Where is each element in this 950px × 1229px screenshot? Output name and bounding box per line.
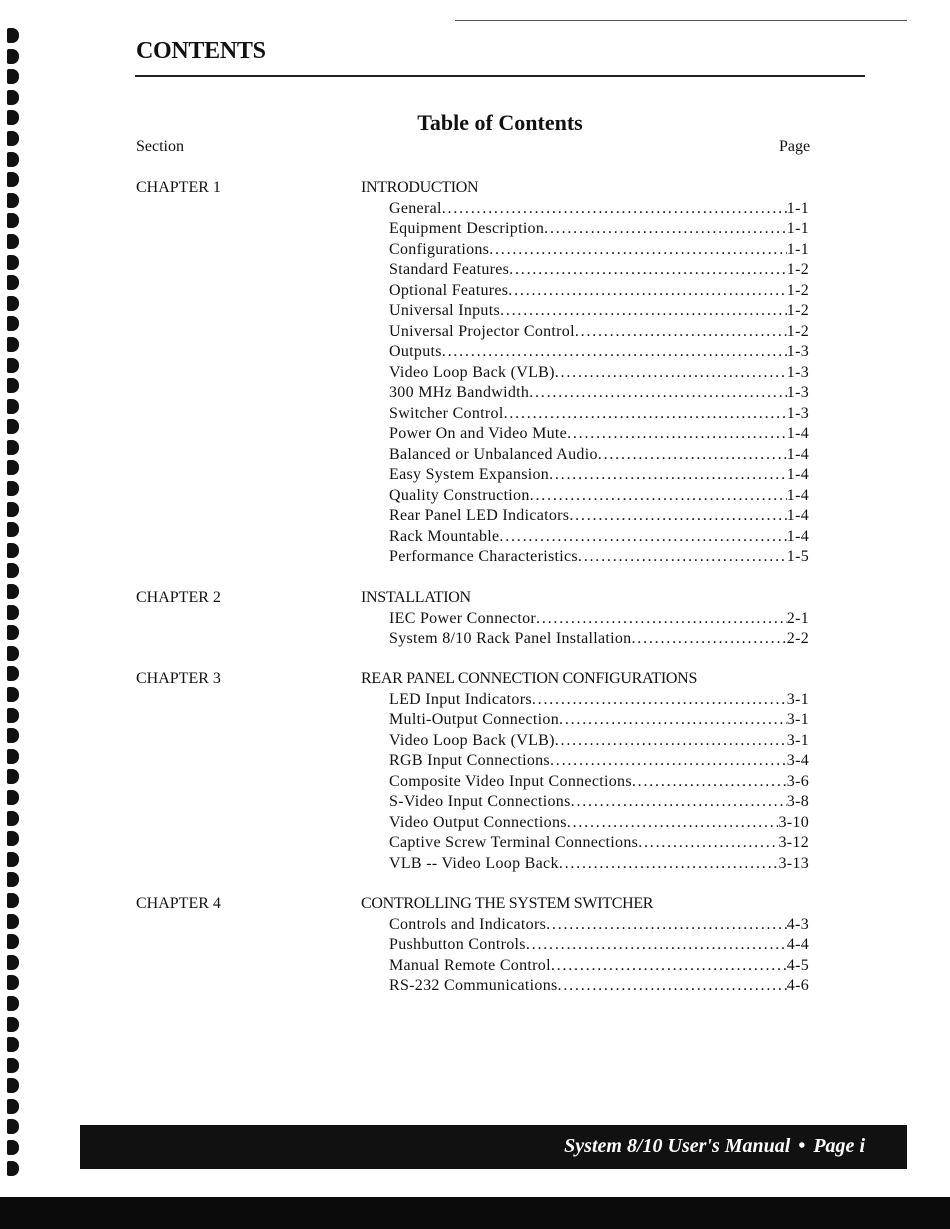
dot-leader [504, 405, 787, 423]
toc-entry-page: 1-2 [786, 322, 809, 340]
toc-entry-page: 1-1 [786, 240, 809, 258]
binder-hole [7, 893, 19, 908]
toc-entry-title: Balanced or Unbalanced Audio [389, 445, 598, 463]
toc-entry-title: Video Loop Back (VLB) [389, 731, 555, 749]
dot-leader [529, 384, 787, 402]
toc-entry-page: 1-1 [786, 220, 809, 237]
binder-hole [7, 646, 19, 661]
toc-entry-page: 3-6 [786, 772, 809, 790]
dot-leader [526, 936, 787, 954]
binder-hole [7, 975, 19, 990]
binder-hole [7, 255, 19, 270]
binder-hole [7, 1140, 19, 1155]
toc-entry [389, 936, 809, 957]
binder-hole [7, 69, 19, 84]
dot-leader [631, 630, 786, 648]
toc-entry [389, 323, 809, 344]
top-rule [455, 20, 907, 21]
toc-entry [389, 691, 809, 712]
toc-entry-title: Rear Panel LED Indicators [389, 507, 570, 524]
toc-entry-title: Optional Features [389, 281, 509, 299]
binder-hole [7, 522, 19, 537]
dot-leader [549, 466, 787, 484]
toc-entry [389, 916, 809, 937]
toc-entry [389, 957, 809, 978]
dot-leader [532, 691, 787, 709]
binder-hole [7, 1078, 19, 1093]
chapter-label: CHAPTER 4 [136, 895, 221, 912]
toc-entry-title: Controls and Indicators [389, 915, 547, 933]
binder-hole [7, 49, 19, 64]
chapter-title: INTRODUCTION [361, 179, 479, 196]
toc-entry-title: General [389, 199, 442, 217]
binder-hole [7, 955, 19, 970]
dot-leader [536, 610, 787, 628]
chapter-title: REAR PANEL CONNECTION CONFIGURATIONS [361, 670, 698, 687]
toc-entry-list [389, 691, 809, 876]
toc-entry-title: IEC Power Connector [389, 609, 537, 627]
dot-leader [555, 732, 787, 750]
binder-hole [7, 543, 19, 558]
toc-entry-page: 3-1 [786, 731, 809, 749]
dot-leader [559, 855, 779, 873]
toc-entry-title: Performance Characteristics [389, 548, 578, 565]
binder-hole [7, 90, 19, 105]
toc-entry-title: Outputs [389, 343, 442, 360]
toc-entry-page: 1-1 [786, 199, 809, 217]
binder-hole [7, 419, 19, 434]
toc-entry-title: Quality Construction [389, 486, 530, 504]
toc-entry-title: Switcher Control [389, 404, 504, 422]
toc-entry-title: Video Output Connections [389, 813, 567, 831]
toc-entry-title: Multi-Output Connection [389, 711, 560, 728]
toc-entry-list [389, 610, 809, 651]
toc-entry [389, 528, 809, 549]
binder-hole [7, 1058, 19, 1073]
section-column-label: Section [136, 138, 184, 155]
chapter-label: CHAPTER 3 [136, 670, 221, 687]
toc-entry-page: 1-3 [786, 343, 809, 360]
binder-hole [7, 28, 19, 43]
toc-entry-page: 1-4 [786, 486, 809, 504]
binder-hole [7, 152, 19, 167]
footer-bar [80, 1125, 907, 1169]
toc-entry-page: 4-5 [786, 956, 809, 974]
toc-entry-page: 3-12 [778, 834, 809, 851]
toc-entry-page: 3-1 [786, 711, 809, 728]
binder-hole [7, 708, 19, 723]
toc-entry [389, 241, 809, 262]
toc-entry-title: Video Loop Back (VLB) [389, 363, 555, 381]
toc-entry [389, 261, 809, 282]
toc-entry-page: 3-4 [786, 752, 809, 769]
dot-leader [544, 220, 787, 238]
toc-entry [389, 220, 809, 241]
binder-hole [7, 790, 19, 805]
binder-hole [7, 1017, 19, 1032]
toc-entry-page: 1-3 [786, 363, 809, 381]
toc-entry-page: 1-2 [786, 281, 809, 299]
heading-rule [135, 75, 865, 77]
toc-entry-title: LED Input Indicators [389, 690, 532, 708]
dot-leader [500, 302, 787, 320]
chapter-title: CONTROLLING THE SYSTEM SWITCHER [361, 895, 654, 912]
binder-hole [7, 1119, 19, 1134]
binder-hole [7, 605, 19, 620]
binder-hole [7, 996, 19, 1011]
toc-entry [389, 200, 809, 221]
dot-leader [559, 711, 787, 729]
toc-entry-title: Universal Projector Control [389, 322, 575, 340]
toc-entry-page: 3-10 [778, 813, 809, 831]
binder-hole [7, 769, 19, 784]
toc-entry-page: 1-3 [786, 384, 809, 401]
dot-leader [575, 323, 787, 341]
toc-entry [389, 487, 809, 508]
binder-holes [7, 28, 21, 1181]
binder-hole [7, 914, 19, 929]
toc-entry-page: 1-5 [786, 548, 809, 565]
binder-hole [7, 666, 19, 681]
toc-entry [389, 814, 809, 835]
dot-leader [569, 507, 786, 525]
binder-hole [7, 234, 19, 249]
binder-hole [7, 1161, 19, 1176]
binder-hole [7, 872, 19, 887]
dot-leader [509, 261, 787, 279]
page-column-label: Page [779, 138, 811, 155]
toc-entry [389, 384, 809, 405]
binder-hole [7, 193, 19, 208]
toc-entry-page: 2-2 [786, 630, 809, 647]
binder-hole [7, 213, 19, 228]
binder-hole [7, 1099, 19, 1114]
binder-hole [7, 934, 19, 949]
toc-entry-title: Easy System Expansion [389, 466, 550, 483]
toc-entry [389, 425, 809, 446]
toc-entry [389, 752, 809, 773]
dot-leader [489, 241, 787, 259]
binder-hole [7, 378, 19, 393]
toc-entry [389, 610, 809, 631]
dot-leader [555, 364, 787, 382]
toc-entry [389, 711, 809, 732]
toc-entry [389, 364, 809, 385]
dot-leader [508, 282, 786, 300]
toc-entry-page: 1-3 [786, 404, 809, 422]
dot-leader [530, 487, 787, 505]
toc-entry [389, 732, 809, 753]
chapter-label: CHAPTER 2 [136, 589, 221, 606]
toc-entry-list [389, 200, 809, 569]
binder-hole [7, 337, 19, 352]
binder-hole [7, 811, 19, 826]
manual-name: System 8/10 User's Manual [564, 1135, 791, 1157]
toc-entry-page: 1-4 [786, 425, 809, 442]
toc-entry [389, 834, 809, 855]
dot-leader [551, 957, 787, 975]
dot-leader [567, 425, 787, 443]
footer-page-label: Page i [813, 1135, 865, 1157]
binder-hole [7, 502, 19, 517]
binder-hole [7, 481, 19, 496]
toc-entry [389, 793, 809, 814]
toc-entry [389, 548, 809, 569]
toc-entry [389, 302, 809, 323]
toc-entry-page: 3-8 [786, 793, 809, 810]
dot-leader [598, 446, 787, 464]
binder-hole [7, 460, 19, 475]
toc-entry-title: System 8/10 Rack Panel Installation [389, 630, 632, 647]
toc-entry-list [389, 916, 809, 998]
dot-leader [442, 343, 787, 361]
binder-hole [7, 749, 19, 764]
toc-entry-title: Manual Remote Control [389, 956, 551, 974]
chapter-title: INSTALLATION [361, 589, 471, 606]
binder-hole [7, 399, 19, 414]
binder-hole [7, 625, 19, 640]
toc-title: Table of Contents [417, 110, 583, 135]
page-heading: CONTENTS [136, 38, 266, 64]
toc-entry-page: 1-2 [786, 302, 809, 319]
binder-hole [7, 358, 19, 373]
toc-entry [389, 507, 809, 528]
binder-hole [7, 831, 19, 846]
binder-hole [7, 1037, 19, 1052]
toc-entry [389, 630, 809, 651]
dot-leader [550, 752, 787, 770]
bullet-icon: • [798, 1135, 806, 1157]
toc-entry-page: 1-2 [786, 261, 809, 278]
toc-entry-page: 4-6 [786, 977, 809, 994]
footer-text [564, 1135, 865, 1158]
binder-hole [7, 275, 19, 290]
toc-entry-page: 1-4 [786, 466, 809, 483]
toc-entry-title: VLB -- Video Loop Back [389, 854, 559, 872]
toc-entry-title: RS-232 Communications [389, 977, 558, 994]
dot-leader [546, 916, 787, 934]
toc-entry-page: 3-13 [778, 854, 809, 872]
binder-hole [7, 852, 19, 867]
toc-entry [389, 855, 809, 876]
toc-entry-title: Power On and Video Mute [389, 425, 568, 442]
toc-entry-page: 1-4 [786, 507, 809, 524]
toc-entry-title: Rack Mountable [389, 527, 500, 545]
toc-entry-page: 1-4 [786, 445, 809, 463]
toc-entry [389, 343, 809, 364]
toc-entry [389, 466, 809, 487]
dot-leader [638, 834, 778, 852]
toc-entry-page: 4-3 [786, 915, 809, 933]
toc-entry-title: Standard Features [389, 261, 510, 278]
toc-entry [389, 773, 809, 794]
scan-bottom-band [0, 1197, 950, 1229]
toc-entry-title: Universal Inputs [389, 302, 501, 319]
binder-hole [7, 563, 19, 578]
toc-entry-title: Pushbutton Controls [389, 936, 526, 953]
dot-leader [578, 548, 787, 566]
toc-entry [389, 977, 809, 998]
toc-entry-page: 1-4 [786, 527, 809, 545]
toc-entry-page: 4-4 [786, 936, 809, 953]
binder-hole [7, 728, 19, 743]
toc-entry-title: 300 MHz Bandwidth [389, 384, 530, 401]
toc-entry [389, 282, 809, 303]
dot-leader [558, 977, 787, 995]
toc-entry-title: S-Video Input Connections [389, 793, 571, 810]
dot-leader [567, 814, 779, 832]
binder-hole [7, 584, 19, 599]
dot-leader [571, 793, 787, 811]
toc-entry-title: Equipment Description [389, 220, 545, 237]
toc-entry [389, 446, 809, 467]
toc-entry-title: Composite Video Input Connections [389, 772, 632, 790]
binder-hole [7, 440, 19, 455]
toc-entry-page: 3-1 [786, 690, 809, 708]
binder-hole [7, 172, 19, 187]
dot-leader [632, 773, 787, 791]
toc-entry [389, 405, 809, 426]
binder-hole [7, 687, 19, 702]
binder-hole [7, 316, 19, 331]
chapter-label: CHAPTER 1 [136, 179, 221, 196]
toc-entry-title: Configurations [389, 240, 490, 258]
toc-entry-title: RGB Input Connections [389, 752, 550, 769]
toc-entry-title: Captive Screw Terminal Connections [389, 834, 639, 851]
dot-leader [499, 528, 786, 546]
binder-hole [7, 296, 19, 311]
dot-leader [442, 200, 787, 218]
toc-entry-page: 2-1 [786, 609, 809, 627]
